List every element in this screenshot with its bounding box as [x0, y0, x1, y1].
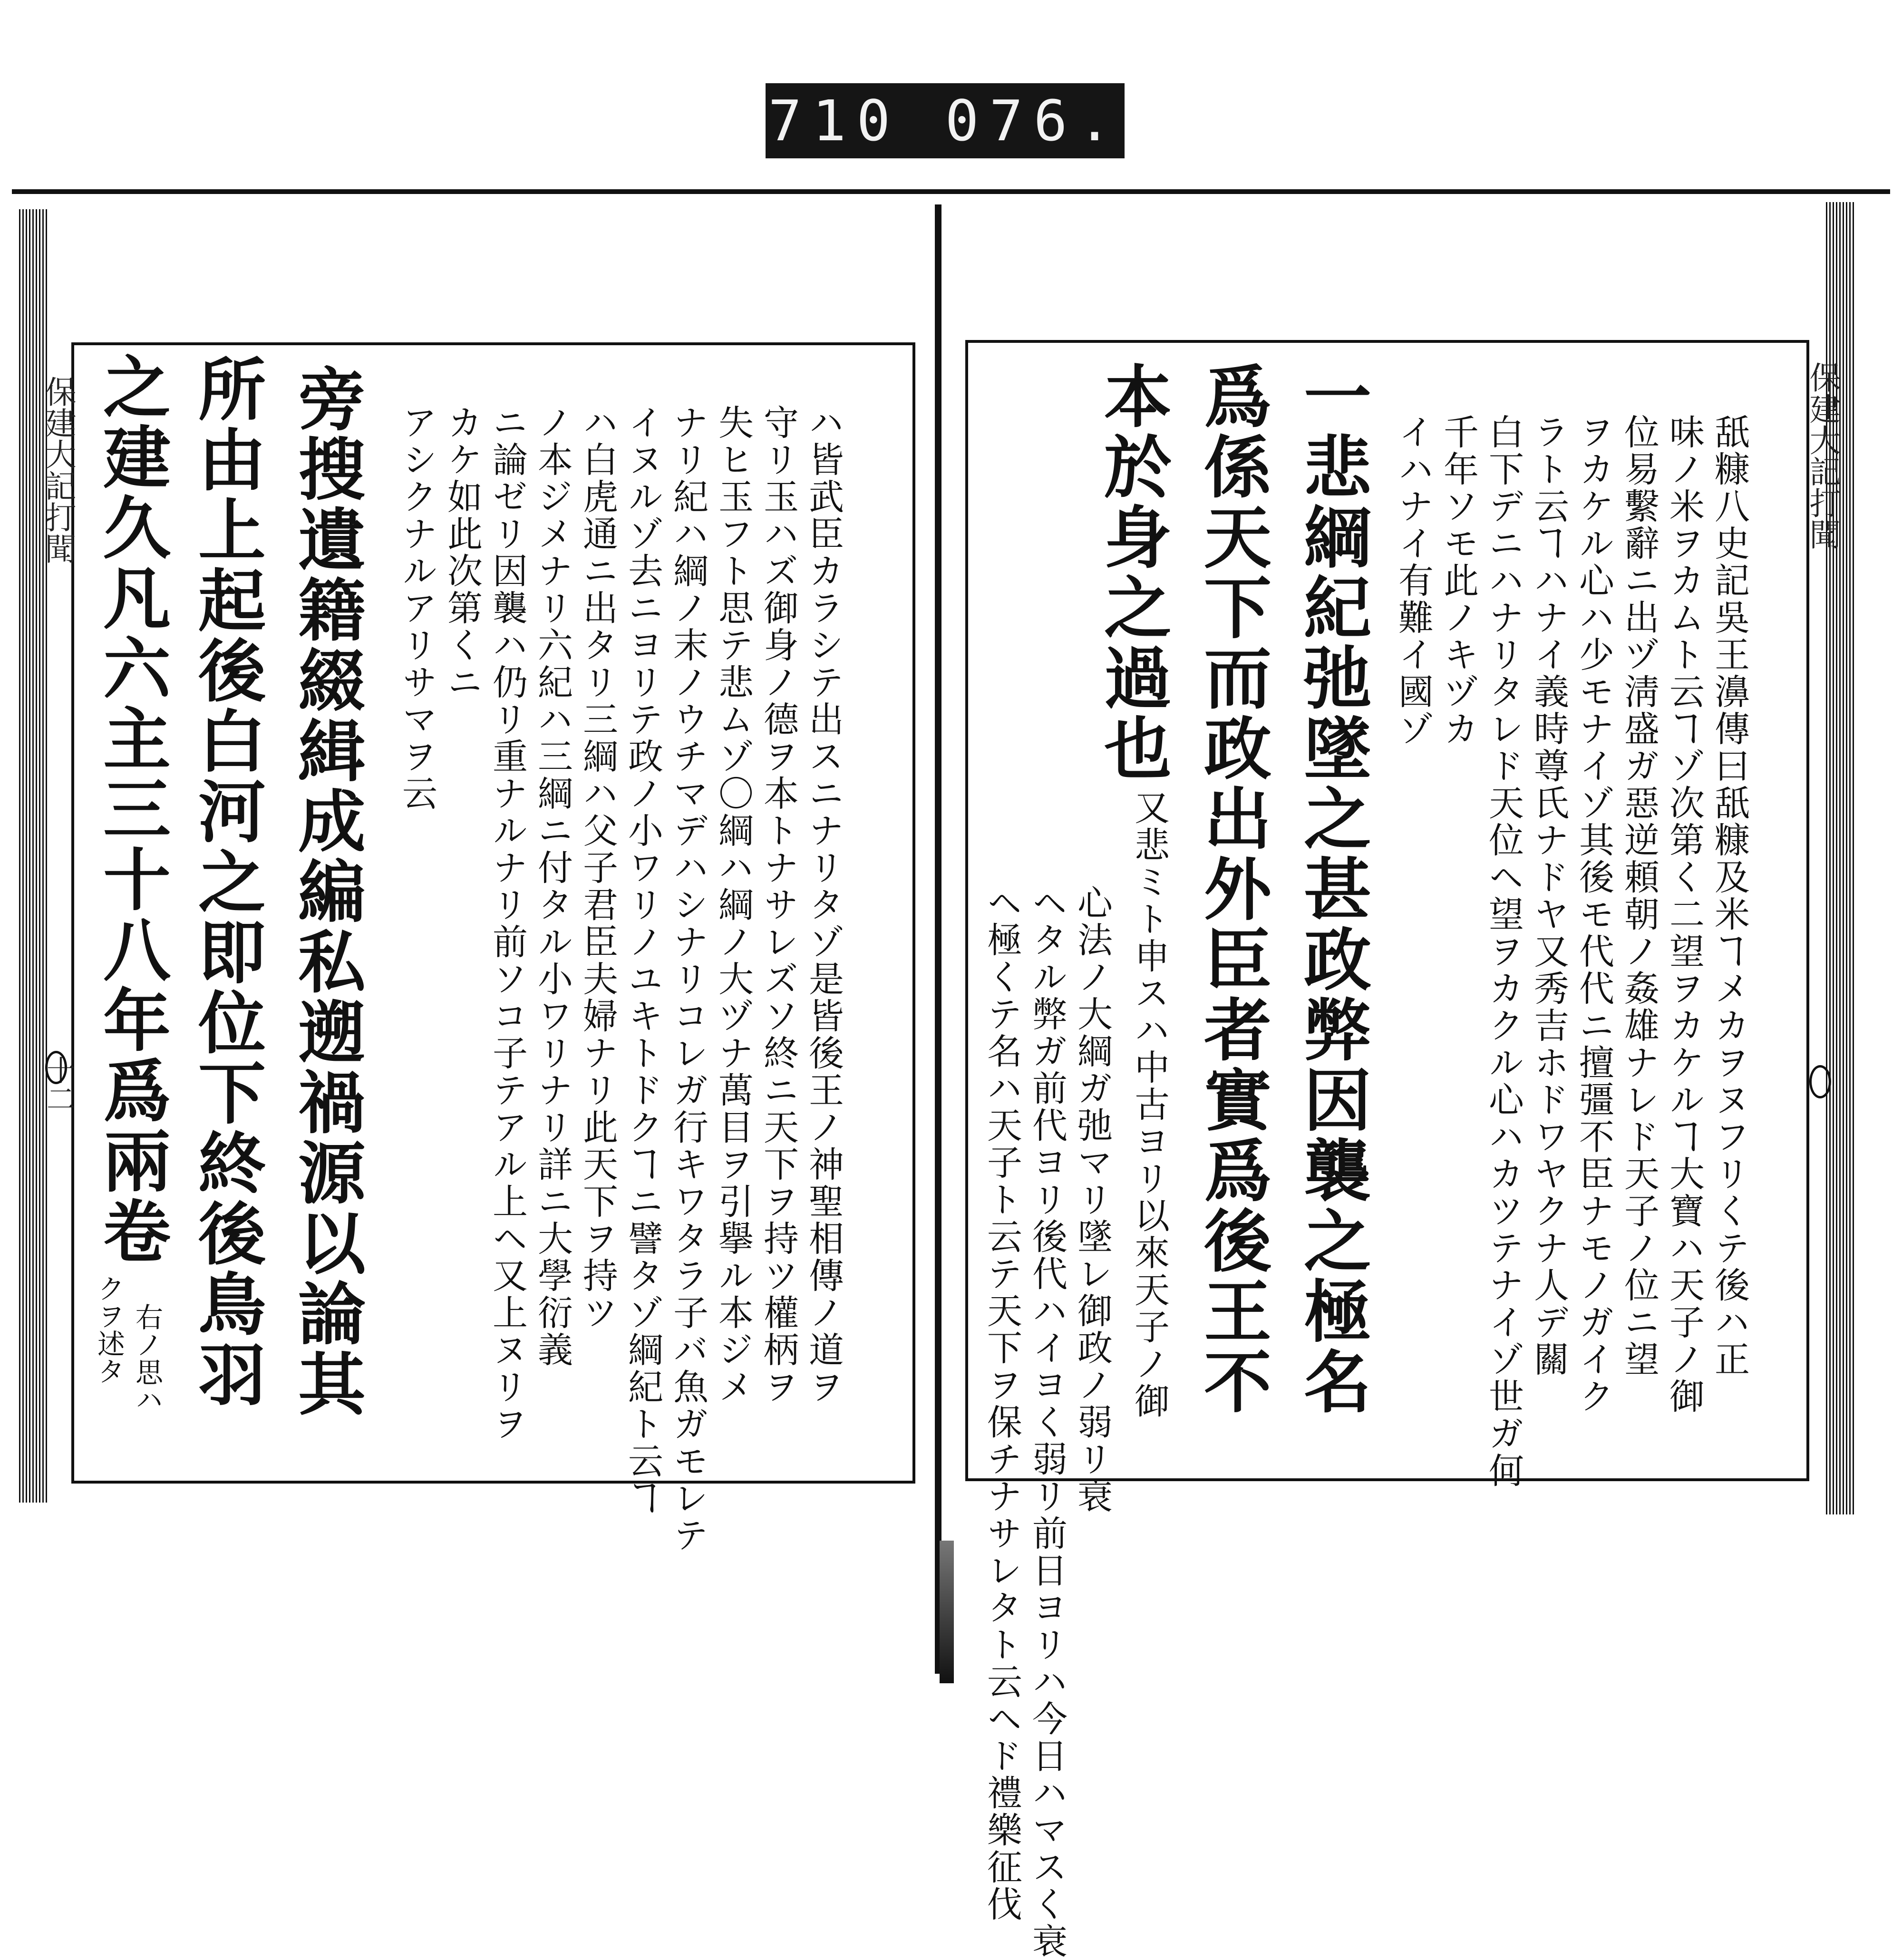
left-tail-note-2: クヲ述タ [93, 1274, 125, 1385]
left-tail-note-1: 右ノ思ハ [131, 1303, 163, 1413]
left-main-column-3: 之建久凡六主三十八年爲兩卷 [92, 352, 171, 1267]
spine-shadow [940, 1541, 954, 1683]
book-spine [935, 204, 941, 1674]
right-main-column-1: 一悲綱紀弛墜之甚政弊因襲之極名 [1292, 361, 1371, 1417]
left-commentary-column-1: ハ皆武臣カラシテ出スニナリタゾ是皆後王ノ神聖相傳ノ道ヲ [803, 404, 844, 1406]
left-commentary-column-2: 守リ玉ハズ御身ノ德ヲ本トナサレズソ終ニ天下ヲ持ツ權柄ヲ [758, 404, 799, 1406]
right-commentary-column-11: 心法ノ大綱ガ弛マリ墜レ御政ノ弱リ衰 [1072, 884, 1113, 1515]
left-main-column-2: 所由上起後白河之即位下終後鳥羽 [187, 354, 266, 1410]
right-commentary-column-4: ヲカケル心ハ少モナイゾ其後モ代代ニ擅彊不臣ナモノガイク [1573, 414, 1614, 1415]
left-commentary-column-6: ハ白虎通ニ出タリ三綱ハ父子君臣夫婦ナリ此天下ヲ持ツ [577, 404, 618, 1331]
left-page-margin-title: 保建大記打聞 [39, 376, 76, 564]
left-commentary-column-8: ニ論ゼリ因襲ハ仍リ重ナルナリ前ソコ子テアル上ヘ又上ヌリヲ [487, 404, 528, 1443]
left-commentary-column-7: ノ本ジメナリ六紀ハ三綱ニ付タル小ワリナリ詳ニ大學衍義 [532, 404, 573, 1368]
right-main-column-2: 爲係天下而政出外臣者實爲後王不 [1193, 361, 1271, 1417]
left-main-column-1: 旁搜遺籍綴緝成編私遡禍源以論其 [287, 364, 366, 1419]
right-commentary-continuation: 又悲ミト申スハ中古ヨリ以來天子ノ御 [1129, 789, 1170, 1420]
book-top-edge [12, 189, 1890, 208]
left-commentary-column-4: ナリ紀ハ綱ノ末ノウチマデハシナリコレガ行キワタラ子バ魚ガモレテ [668, 404, 708, 1554]
right-commentary-column-12: ヘタル弊ガ前代ヨリ後代ハイヨく弱リ前日ヨリハ今日ハマスく衰 [1027, 884, 1067, 1960]
right-commentary-column-1: 舐糠八史記吳王濞傳曰舐糠及米ヿメカヲヌフリくテ後ハ正 [1709, 414, 1750, 1378]
left-commentary-column-3: 失ヒ玉フト思テ悲ムゾ〇綱ハ綱ノ大ヅナ萬目ヲ引擧ル本ジメ [713, 404, 754, 1406]
right-page-margin-title: 保建大記打聞 [1804, 361, 1841, 550]
right-commentary-column-13: ヘ極くテ名ハ天子ト云テ天下ヲ保チナサレタト云ヘド禮樂征伐 [981, 884, 1022, 1923]
left-commentary-column-5: イヌルゾ去ニヨリテ政ノ小ワリノユキトドクヿニ譬タゾ綱紀ト云ヿ [622, 404, 663, 1517]
left-commentary-column-10: アシクナルアリサマヲ云 [397, 404, 437, 812]
right-commentary-column-6: 白下デニハナリタレド天位ヘ望ヲカクル心ハカツテナイゾ世ガ何 [1483, 414, 1524, 1489]
right-main-column-3: 本於身之過也 [1093, 361, 1172, 784]
right-commentary-column-7: 千年ソモ此ノキヅカ [1438, 414, 1479, 747]
folio-circle-mark [45, 1051, 67, 1084]
archive-number-stamp: 710 076. [766, 83, 1125, 158]
right-commentary-column-5: ラト云ヿハナイ義時尊氏ナドヤ又秀吉ホドワヤクナ人デ關 [1528, 414, 1569, 1378]
right-commentary-column-8: イハナイ有難イ國ゾ [1393, 414, 1434, 747]
left-commentary-column-9: カケ如此次第くニ [442, 404, 483, 701]
right-commentary-column-3: 位易繫辭ニ出ヅ淸盛ガ惡逆頼朝ノ姦雄ナレド天子ノ位ニ望 [1619, 414, 1659, 1378]
right-commentary-column-2: 味ノ米ヲカムト云ヿゾ次第く二望ヲカケルヿ大寶ハ天子ノ御 [1664, 414, 1705, 1415]
right-folio-circle-mark [1809, 1065, 1831, 1098]
left-page-folio: 十二 [42, 1056, 75, 1113]
